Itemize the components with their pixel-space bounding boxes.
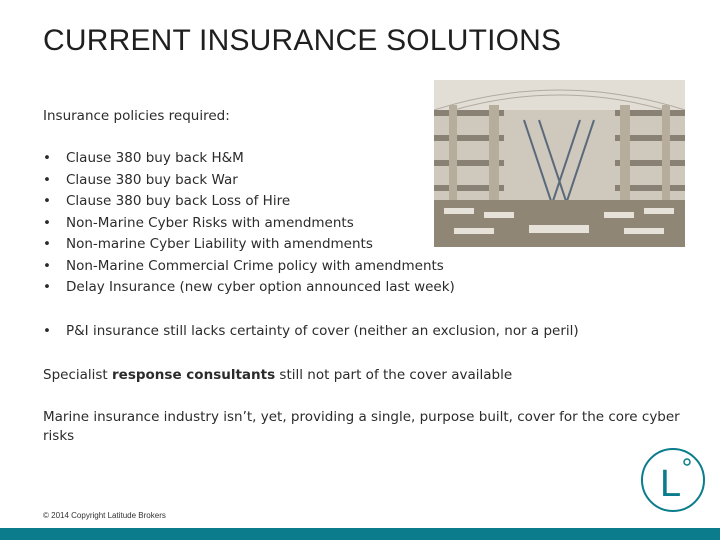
list-item-text: Delay Insurance (new cyber option announced last week) <box>66 279 455 295</box>
specialist-text-after: still not part of the cover available <box>275 367 513 383</box>
bullet-icon: • <box>43 279 51 295</box>
bullet-icon: • <box>43 236 51 252</box>
logo-letter: L <box>660 463 682 505</box>
bottom-accent-bar <box>0 528 720 540</box>
bullet-icon: • <box>43 323 51 339</box>
list-item-text: Clause 380 buy back Loss of Hire <box>66 193 291 209</box>
copyright-footer: © 2014 Copyright Latitude Brokers <box>43 511 166 520</box>
list-item-text: Clause 380 buy back War <box>66 171 238 188</box>
list-item <box>43 234 455 256</box>
bullet-icon: • <box>43 214 51 231</box>
pi-note-text: P&I insurance still lacks certainty of cover (neither an exclusion, nor a peril) <box>66 323 579 339</box>
lloyds-building-interior-photo <box>434 80 685 247</box>
marine-paragraph: Marine insurance industry isn’t, yet, providing a single, purpose built, cover for the core cyber risks <box>43 409 680 444</box>
list-item <box>43 148 455 170</box>
specialist-text-bold: response consultants <box>112 367 276 383</box>
bullet-icon: • <box>43 171 51 188</box>
list-item <box>43 321 579 343</box>
list-item-text: Clause 380 buy back H&M <box>66 150 244 166</box>
list-item-text: Non-marine Cyber Liability with amendments <box>66 236 373 252</box>
latitude-logo <box>640 447 706 513</box>
photo-illustration <box>434 80 685 247</box>
specialist-text-before: Specialist <box>43 367 113 383</box>
list-item <box>43 191 455 213</box>
list-item-text: Non-Marine Commercial Crime policy with amendments <box>66 257 444 274</box>
list-item <box>43 256 455 278</box>
policy-list <box>43 148 455 299</box>
logo-mark <box>640 447 706 513</box>
list-item-text: Non-Marine Cyber Risks with amendments <box>66 214 354 231</box>
bullet-icon: • <box>43 257 51 274</box>
bullet-icon: • <box>43 193 51 209</box>
list-item <box>43 170 455 192</box>
slide-title: CURRENT INSURANCE SOLUTIONS <box>43 24 562 57</box>
specialist-paragraph <box>43 366 512 385</box>
list-item <box>43 213 455 235</box>
list-item <box>43 277 455 299</box>
pi-note-list <box>43 321 579 343</box>
bullet-icon: • <box>43 150 51 166</box>
intro-text: Insurance policies required: <box>43 108 230 124</box>
